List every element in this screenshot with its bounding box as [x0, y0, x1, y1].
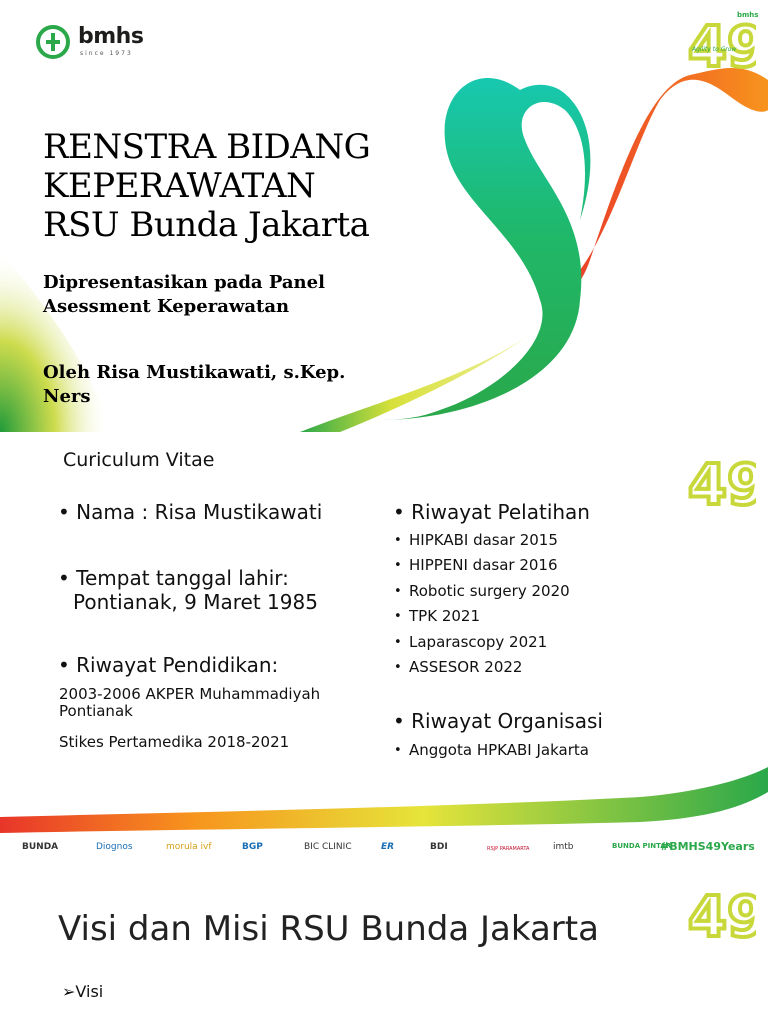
education-heading-text: Riwayat Pendidikan: — [76, 653, 279, 677]
anniversary-badge — [688, 874, 756, 942]
logo-morula: morula ivf — [166, 842, 212, 852]
subtitle-line-2: Asessment Keperawatan — [43, 296, 290, 317]
title-line-1: RENSTRA BIDANG — [43, 127, 371, 167]
anniversary-badge — [688, 442, 756, 510]
brand-since: since 1973 — [80, 50, 133, 57]
logo-rsjp: RSJP PARAMARTA — [487, 846, 530, 852]
cv-education-heading — [58, 653, 278, 677]
organization-heading-text: Riwayat Organisasi — [411, 709, 603, 733]
bullet: • — [393, 500, 412, 524]
slide-vision-mission — [0, 864, 768, 1024]
badge-brand: bmhs — [737, 11, 759, 19]
logo-imtb: imtb — [553, 842, 574, 852]
author-line-1: Oleh Risa Mustikawati, s.Kep. — [43, 362, 346, 383]
footer-ribbon — [0, 767, 768, 837]
organization-list — [392, 741, 589, 766]
logo-er: ER — [381, 842, 395, 852]
list-item: • Anggota HPKABI Jakarta — [392, 741, 589, 766]
badge-tagline: Agility to Grow — [692, 46, 737, 53]
cv-birth-value: Pontianak, 9 Maret 1985 — [73, 590, 318, 614]
bullet: • — [393, 709, 412, 733]
arrow-bullet-icon: ➢ — [62, 982, 76, 1001]
slide-title — [0, 0, 768, 432]
slide-cv — [0, 432, 768, 864]
cv-name-item — [58, 500, 322, 524]
visi-label: Visi — [75, 982, 104, 1001]
training-list — [392, 531, 570, 683]
cv-birth-item — [58, 566, 318, 614]
title-line-3: RSU Bunda Jakarta — [43, 205, 370, 245]
hashtag: #BMHS49Years — [660, 840, 755, 853]
author-line-2: Ners — [43, 386, 91, 407]
logo-bunda-pintar: BUNDA PINTAR — [612, 842, 672, 850]
training-heading-text: Riwayat Pelatihan — [411, 500, 590, 524]
presentation-subtitle — [43, 271, 325, 319]
badge-number: 49 — [688, 885, 756, 942]
list-item: • HIPKABI dasar 2015 — [392, 531, 570, 556]
visi-item — [62, 982, 103, 1001]
cv-name: Nama : Risa Mustikawati — [76, 500, 323, 524]
education-line-2: Pontianak — [59, 702, 133, 720]
list-item: • Robotic surgery 2020 — [392, 582, 570, 607]
badge-number: 49 — [688, 15, 756, 76]
partner-logos — [0, 840, 768, 864]
list-item: • HIPPENI dasar 2016 — [392, 556, 570, 581]
cv-birth-label: Tempat tanggal lahir: — [76, 566, 289, 590]
cv-education-1 — [59, 686, 320, 720]
logo-bgp: BGP — [242, 842, 263, 852]
presenter-name — [43, 361, 345, 409]
education-line-1: 2003-2006 AKPER Muhammadiyah — [59, 685, 321, 703]
subtitle-line-1: Dipresentasikan pada Panel — [43, 272, 325, 293]
logo-diognos: Diognos — [96, 842, 133, 852]
list-item: • ASSESOR 2022 — [392, 658, 570, 683]
list-item: • TPK 2021 — [392, 607, 570, 632]
organization-heading — [393, 709, 603, 733]
list-item: • Laparascopy 2021 — [392, 633, 570, 658]
vision-mission-title: Visi dan Misi RSU Bunda Jakarta — [58, 909, 599, 949]
bullet: • — [58, 500, 77, 524]
logo-bic-clinic: BIC CLINIC — [304, 842, 352, 852]
cv-education-2: Stikes Pertamedika 2018-2021 — [59, 733, 290, 751]
bmhs-logo-mark — [35, 24, 71, 60]
logo-bdi: BDI — [430, 842, 448, 852]
logo-bunda: BUNDA — [22, 842, 59, 852]
bullet: • — [58, 566, 77, 590]
title-line-2: KEPERAWATAN — [43, 166, 316, 206]
bullet: • — [58, 653, 77, 677]
brand-name: bmhs — [78, 24, 144, 49]
badge-number: 49 — [688, 453, 756, 510]
presentation-title — [43, 128, 370, 245]
cv-heading: Curiculum Vitae — [63, 449, 215, 471]
training-heading — [393, 500, 590, 524]
